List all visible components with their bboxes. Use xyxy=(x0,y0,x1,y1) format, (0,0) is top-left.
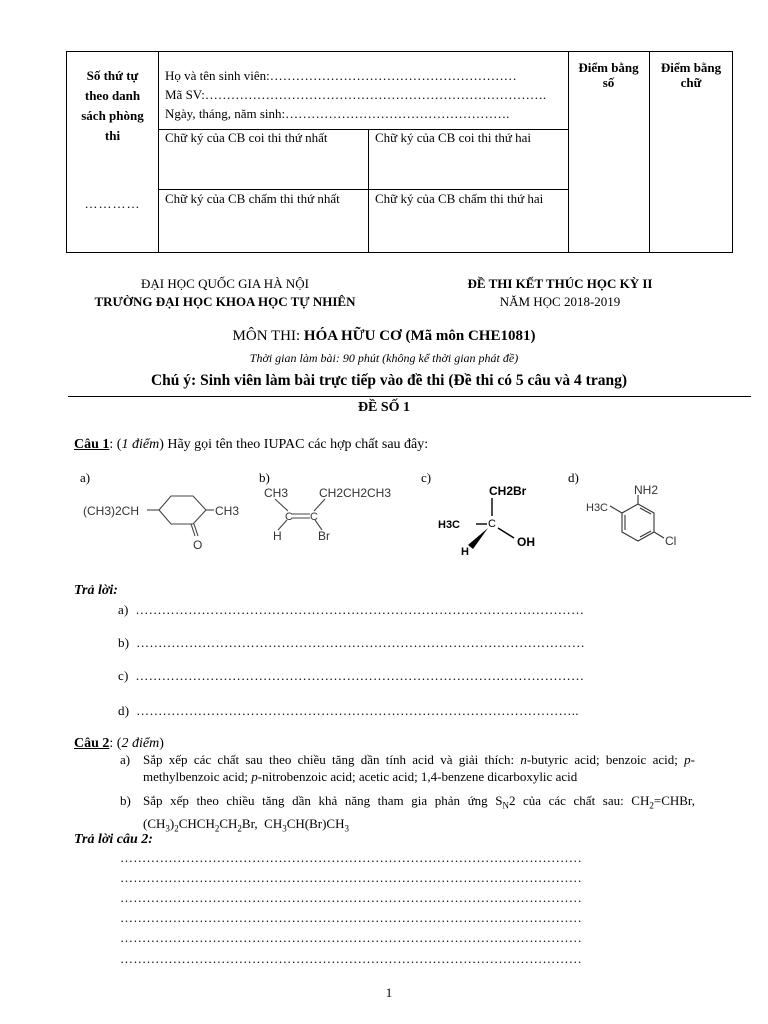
mol-c-oh: OH xyxy=(517,535,535,549)
item-label-b: b) xyxy=(259,470,270,485)
q2-answer-line[interactable]: …………………………………………………………………………………………… xyxy=(120,890,582,905)
molecule-a xyxy=(80,484,250,554)
question2-header: Câu 2: (2 điểm) xyxy=(74,736,164,751)
mol-b-propyl: CH2CH2CH3 xyxy=(319,486,392,500)
grader2-signature[interactable]: Chữ ký của CB chấm thi thứ hai xyxy=(375,191,544,206)
q1-answer-a[interactable]: a) ………………………………………………………………………………………… xyxy=(118,602,585,617)
university-name: ĐẠI HỌC QUỐC GIA HÀ NỘI xyxy=(141,276,309,291)
mol-c-h3c: H3C xyxy=(438,519,461,531)
mol-b-ch3: CH3 xyxy=(264,486,289,500)
dob-field[interactable]: Ngày, tháng, năm sinh:……………………………………………. xyxy=(165,106,510,121)
exam-duration: Thời gian làm bài: 90 phút (không kể thời gian phát đề) xyxy=(249,351,519,365)
q1-answer-d[interactable]: d) ……………………………………………………………………………………….. xyxy=(118,703,579,718)
stt-dots[interactable]: ………… xyxy=(84,196,141,211)
item-label-d: d) xyxy=(568,470,579,485)
molecule-c xyxy=(436,480,546,558)
header-table xyxy=(66,51,733,253)
stt-label: Số thứ tự theo danh sách phòng thi xyxy=(81,68,144,143)
page-number: 1 xyxy=(385,985,393,1000)
q1-answer-c[interactable]: c) ………………………………………………………………………………………… xyxy=(118,668,585,683)
item-label-c: c) xyxy=(421,470,432,485)
exam-note: Chú ý: Sinh viên làm bài trực tiếp vào đề thi (Đề thi có 5 câu và 4 trang) xyxy=(150,372,628,389)
student-id-field[interactable]: Mã SV:……………………………………………………………………. xyxy=(165,87,547,102)
q2a-text: Sắp xếp các chất sau theo chiều tăng dần tính acid và giải thích: n-butyric acid; benzoic acid; p-methylbenzoic acid; p-nitrobenzoic acid; acetic acid; 1,4-benzene dicarboxylic acid xyxy=(143,752,695,784)
exam-title: ĐỀ THI KẾT THÚC HỌC KỲ II xyxy=(467,276,653,291)
divider xyxy=(68,396,751,397)
question1-text: Câu 1: (1 điểm) Hãy gọi tên theo IUPAC các hợp chất sau đây: xyxy=(74,437,429,452)
q2-answer-line[interactable]: …………………………………………………………………………………………… xyxy=(120,930,582,945)
q2b-label: b) xyxy=(120,793,131,808)
q1-answer-label: Trả lời: xyxy=(74,583,118,598)
mol-d-nh2: NH2 xyxy=(634,483,659,497)
mol-a-left-group: (CH3)2CH xyxy=(83,504,140,518)
mol-c-ch2br: CH2Br xyxy=(489,484,527,498)
mol-b-h: H xyxy=(273,529,282,543)
proctor1-signature[interactable]: Chữ ký của CB coi thi thứ nhất xyxy=(165,130,328,145)
svg-text:C: C xyxy=(285,511,293,523)
school-name: TRƯỜNG ĐẠI HỌC KHOA HỌC TỰ NHIÊN xyxy=(94,294,356,309)
score-words-box[interactable]: Điểm bằng chữ xyxy=(660,60,722,90)
grader1-signature[interactable]: Chữ ký của CB chấm thi thứ nhất xyxy=(165,191,340,206)
mol-b-br: Br xyxy=(318,529,330,543)
mol-a-oxygen: O xyxy=(193,538,203,552)
exam-version: ĐỀ SỐ 1 xyxy=(357,400,411,415)
q2-answer-line[interactable]: …………………………………………………………………………………………… xyxy=(120,951,582,966)
item-label-a: a) xyxy=(80,470,91,485)
svg-text:C: C xyxy=(488,518,496,530)
score-number-box[interactable]: Điểm bằng số xyxy=(578,60,639,90)
molecule-d xyxy=(584,480,694,552)
mol-d-cl: Cl xyxy=(665,534,677,548)
proctor2-signature[interactable]: Chữ ký của CB coi thi thứ hai xyxy=(375,130,531,145)
q2a-label: a) xyxy=(120,752,131,767)
q1-answer-b[interactable]: b) ………………………………………………………………………………………… xyxy=(118,635,585,650)
q2-answer-line[interactable]: …………………………………………………………………………………………… xyxy=(120,870,582,885)
mol-d-h3c: H3C xyxy=(586,502,609,514)
q2-answer-label: Trả lời câu 2: xyxy=(74,832,153,847)
molecule-b xyxy=(258,484,398,546)
mol-c-h: H xyxy=(461,546,469,558)
mol-a-right-group: CH3 xyxy=(215,504,240,518)
q2-answer-line[interactable]: …………………………………………………………………………………………… xyxy=(120,850,582,865)
q2b-text: Sắp xếp theo chiều tăng dần khả năng tham gia phản ứng $S_N2$ của các chất sau: $CH_2=CHBr$, $(CH_3)_2CHCH_2CH_2Br$, $CH_3CH(Br)CH_3$ xyxy=(143,793,695,834)
student-name-field[interactable]: Họ và tên sinh viên:………………………………………………… xyxy=(165,68,517,83)
subject-line: MÔN THI: HÓA HỮU CƠ (Mã môn CHE1081) xyxy=(232,328,536,344)
svg-text:C: C xyxy=(310,511,318,523)
exam-year: NĂM HỌC 2018-2019 xyxy=(499,294,621,309)
q2-answer-line[interactable]: …………………………………………………………………………………………… xyxy=(120,910,582,925)
